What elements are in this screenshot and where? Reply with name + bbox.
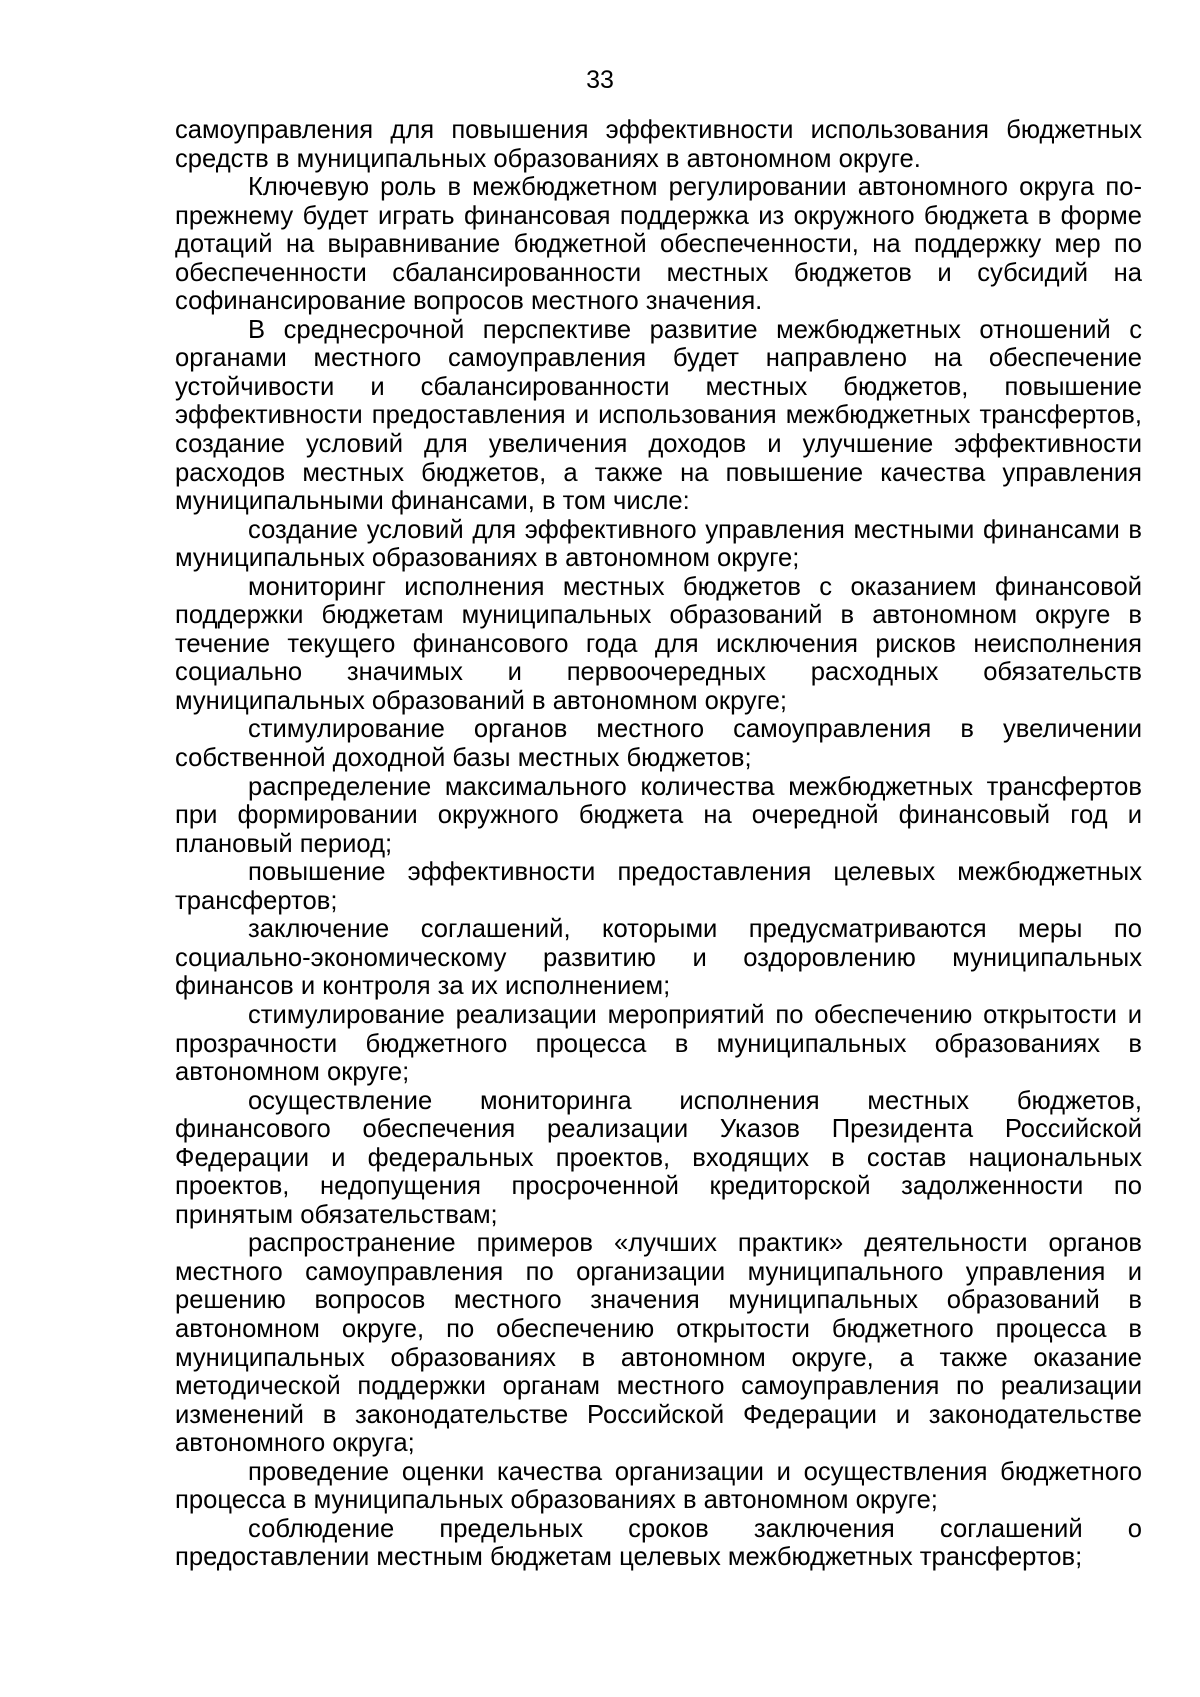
document-body [175,116,1142,1572]
paragraph-medium-term: В среднесрочной перспективе развитие межбюджетных отношений с органами местного самоуправления будет направлено на обеспечение устойчивости и сбалансированности местных бюджетов, повышение эффективности предоставления и использования межбюджетных трансфертов, создание условий для увеличения доходов и улучшение эффективности расходов местных бюджетов, а также на повышение качества управления муниципальными финансами, в том числе: [175,315,1142,516]
list-item: соблюдение предельных сроков заключения соглашений о предоставлении местным бюджетам целевых межбюджетных трансфертов; [175,1514,1142,1572]
list-item: стимулирование органов местного самоуправления в увеличении собственной доходной базы местных бюджетов; [175,715,1142,773]
list-item: повышение эффективности предоставления целевых межбюджетных трансфертов; [175,858,1142,915]
list-item: проведение оценки качества организации и осуществления бюджетного процесса в муниципальных образованиях в автономном округе; [175,1457,1142,1515]
list-item: заключение соглашений, которыми предусматриваются меры по социально-экономическому развитию и оздоровлению муниципальных финансов и контроля за их исполнением; [175,915,1142,1001]
list-item: стимулирование реализации мероприятий по обеспечению открытости и прозрачности бюджетного процесса в муниципальных образованиях в автономном округе; [175,1000,1142,1087]
paragraph-continuation: самоуправления для повышения эффективности использования бюджетных средств в муниципальных образованиях в автономном округе. [175,116,1142,173]
page-number: 33 [586,66,614,94]
paragraph-key-role: Ключевую роль в межбюджетном регулировании автономного округа по-прежнему будет играть финансовая поддержка из окружного бюджета в форме дотаций на выравнивание бюджетной обеспеченности, на поддержку мер по обеспеченности сбалансированности местных бюджетов и субсидий на софинансирование вопросов местного значения. [175,173,1142,316]
list-item: распределение максимального количества межбюджетных трансфертов при формировании окружного бюджета на очередной финансовый год и плановый период; [175,772,1142,858]
list-item: осуществление мониторинга исполнения местных бюджетов, финансового обеспечения реализации Указов Президента Российской Федерации и федеральных проектов, входящих в состав национальных проектов, недопущения просроченной кредиторской задолженности по принятым обязательствам; [175,1086,1142,1229]
list-item: мониторинг исполнения местных бюджетов с оказанием финансовой поддержки бюджетам муниципальных образований в автономном округе в течение текущего финансового года для исключения рисков неисполнения социально значимых и первоочередных расходных обязательств муниципальных образований в автономном округе; [175,572,1142,715]
list-item: распространение примеров «лучших практик» деятельности органов местного самоуправления по организации муниципального управления и решению вопросов местного значения муниципальных образований в автономном округе, по обеспечению открытости бюджетного процесса в муниципальных образованиях в автономном округе, а также оказание методической поддержки органам местного самоуправления по реализации изменений в законодательстве Российской Федерации и законодательстве автономного округа; [175,1229,1142,1458]
list-item: создание условий для эффективного управления местными финансами в муниципальных образованиях в автономном округе; [175,515,1142,573]
